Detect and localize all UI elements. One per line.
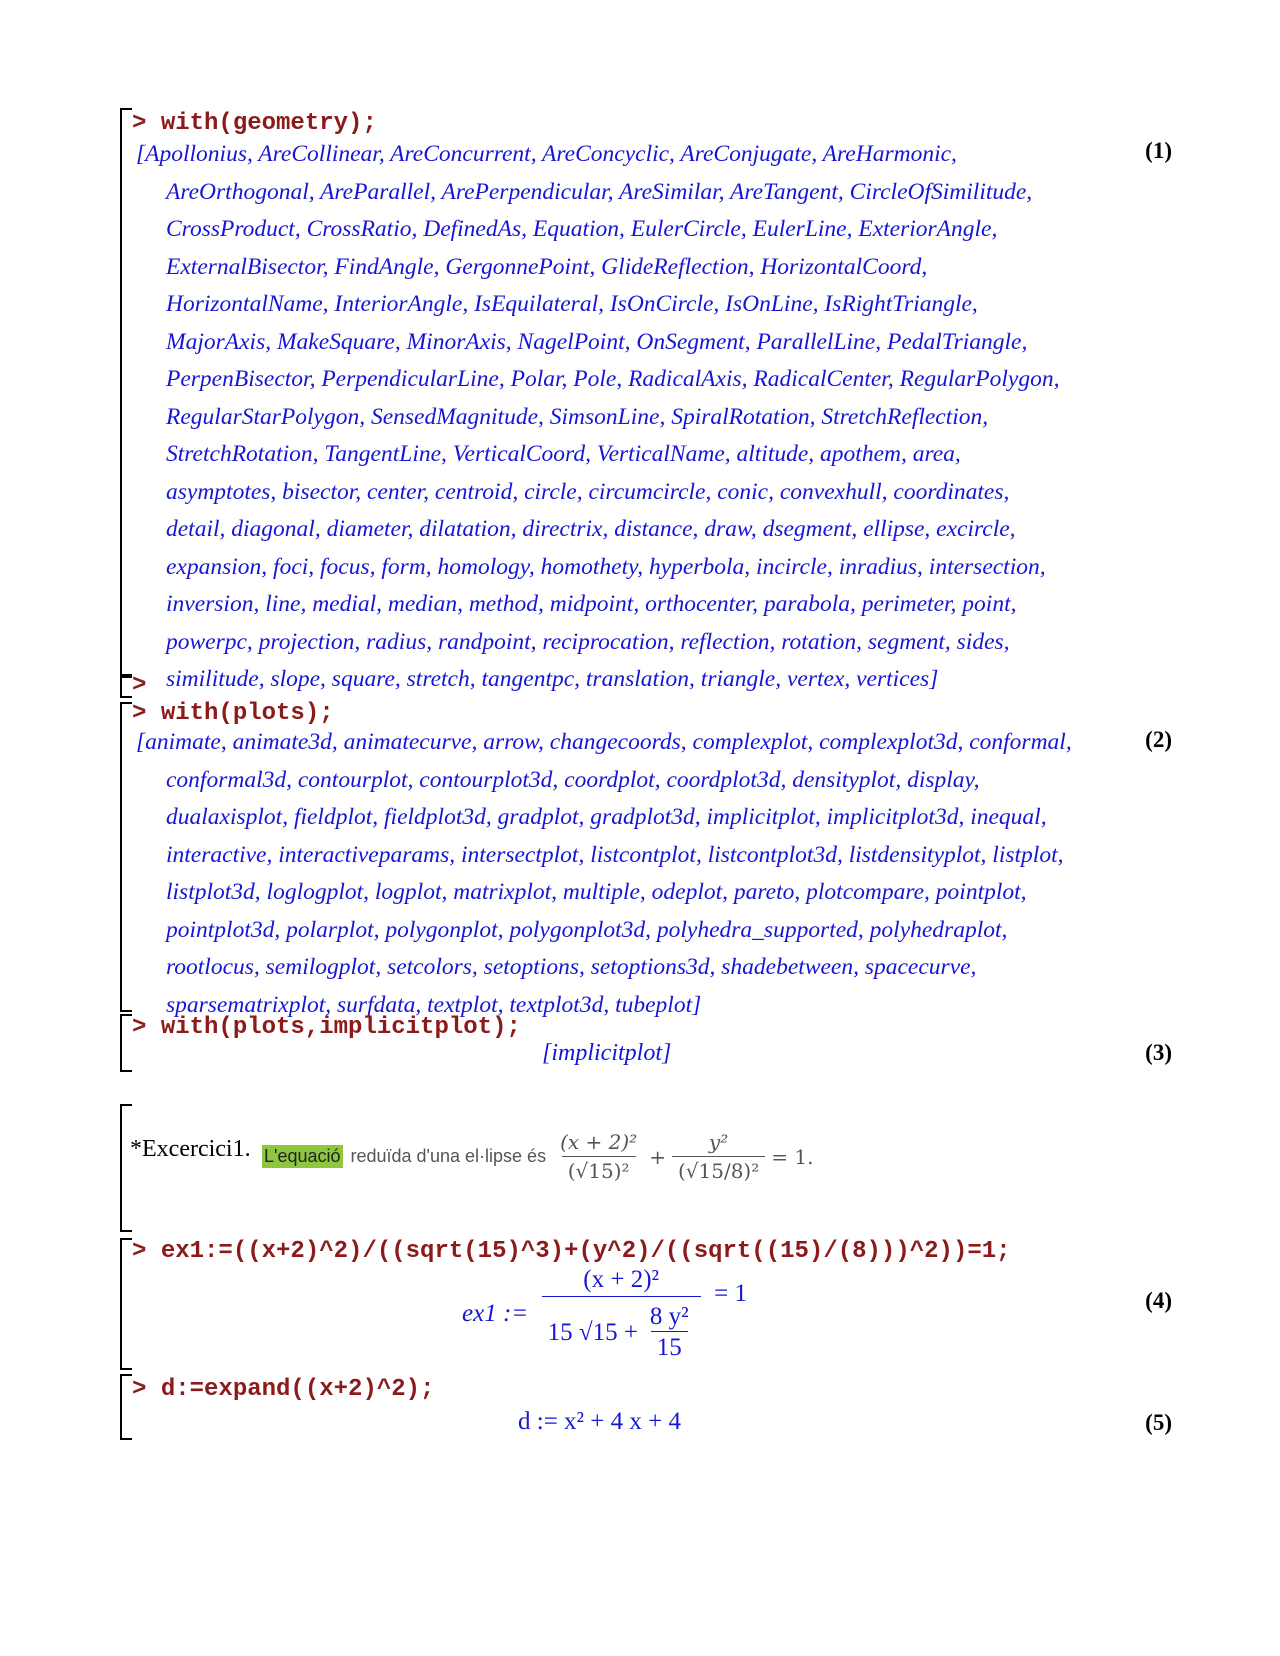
denominator-1: (√15)² — [562, 1156, 636, 1183]
output-expand: d := x² + 4 x + 4 — [518, 1408, 681, 1435]
output-line: [animate, animate3d, animatecurve, arrow, changecoords, complexplot, complexplot3d, conformal, — [136, 729, 1072, 755]
output-line: StretchRotation, TangentLine, VerticalCoord, VerticalName, altitude, apothem, area, — [166, 441, 961, 467]
output-line: detail, diagonal, diameter, dilatation, directrix, distance, draw, dsegment, ellipse, excircle, — [166, 516, 1016, 542]
output-line: conformal3d, contourplot, contourplot3d, coordplot, coordplot3d, densityplot, display, — [166, 766, 980, 793]
output-line: interactive, interactiveparams, intersectplot, listcontplot, listcontplot3d, listdensityplot, listplot, — [166, 841, 1064, 868]
execution-group-plots — [120, 700, 1072, 1018]
ex1-inner-fraction — [644, 1303, 695, 1362]
output-line: sparsematrixplot, surfdata, textplot, textplot3d, tubeplot] — [166, 991, 702, 1018]
prompt-symbol: > — [132, 700, 147, 727]
exercise-label: *Excercici1. — [130, 1136, 251, 1162]
command-input-implicitplot[interactable] — [132, 1014, 521, 1041]
ex1-rhs: = 1 — [714, 1280, 747, 1307]
equation-label-1: (1) — [1145, 138, 1172, 163]
fraction-2 — [672, 1130, 765, 1183]
command-text: with(geometry); — [160, 110, 377, 137]
fraction-1 — [554, 1130, 643, 1183]
output-line: inversion, line, medial, median, method, midpoint, orthocenter, parabola, perimeter, point, — [166, 591, 1017, 617]
command-input-geometry[interactable] — [132, 110, 377, 137]
command-text: d:=expand((x+2)^2); — [160, 1376, 435, 1403]
empty-prompt[interactable]: > — [132, 672, 147, 699]
numerator-2: y² — [708, 1130, 729, 1154]
output-line: PerpenBisector, PerpendicularLine, Polar, Pole, RadicalAxis, RadicalCenter, RegularPolygon, — [166, 366, 1060, 392]
execution-group-geometry — [120, 108, 1060, 692]
execution-group-implicitplot — [120, 1014, 521, 1072]
equation-label-4: (4) — [1145, 1288, 1172, 1313]
execution-group-expand — [120, 1374, 435, 1440]
plus-sign: + — [649, 1144, 666, 1169]
output-line: RegularStarPolygon, SensedMagnitude, SimsonLine, SpiralRotation, StretchReflection, — [166, 403, 989, 430]
output-line: asymptotes, bisector, center, centroid, circle, circumcircle, conic, convexhull, coordinates, — [166, 478, 1010, 505]
command-input-expand[interactable] — [132, 1376, 434, 1403]
output-line: expansion, foci, focus, form, homology, homothety, hyperbola, incircle, inradius, intersection, — [166, 553, 1046, 580]
equation-label-3: (3) — [1145, 1040, 1172, 1065]
output-line: CrossProduct, CrossRatio, DefinedAs, Equation, EulerCircle, EulerLine, ExteriorAngle, — [166, 216, 998, 242]
command-input-plots[interactable] — [132, 700, 334, 727]
output-plots — [136, 724, 1156, 1024]
output-implicitplot: [implicitplot] — [542, 1040, 672, 1066]
output-ex1 — [462, 1266, 747, 1362]
highlighted-word: L'equació — [264, 1146, 341, 1166]
statement-text: reduïda d'una el·lipse és — [350, 1146, 547, 1166]
command-input-ex1[interactable] — [132, 1238, 1011, 1265]
output-line: listplot3d, loglogplot, logplot, matrixplot, multiple, odeplot, pareto, plotcompare, pointplot, — [166, 879, 1027, 905]
exercise-statement — [262, 1130, 813, 1183]
command-text: ex1:=((x+2)^2)/((sqrt(15)^3)+(y^2)/((sqrt((15)/(8)))^2))=1; — [160, 1238, 1011, 1265]
command-text: with(plots); — [160, 700, 334, 727]
equation-label-2: (2) — [1145, 727, 1172, 752]
ellipse-equation — [554, 1130, 813, 1183]
prompt-symbol: > — [132, 1376, 147, 1403]
output-line: MajorAxis, MakeSquare, MinorAxis, NagelPoint, OnSegment, ParallelLine, PedalTriangle, — [166, 328, 1028, 355]
ex1-fraction — [536, 1266, 706, 1362]
prompt-symbol: > — [132, 110, 147, 137]
output-line: [Apollonius, AreCollinear, AreConcurrent, AreConcyclic, AreConjugate, AreHarmonic, — [136, 141, 957, 167]
output-line: similitude, slope, square, stretch, tangentpc, translation, triangle, vertex, vertices] — [166, 666, 939, 692]
output-geometry — [136, 136, 1156, 699]
equation-label-5: (5) — [1145, 1410, 1172, 1435]
denominator-2: (√15/8)² — [672, 1156, 765, 1183]
command-text: with(plots,implicitplot); — [160, 1014, 521, 1041]
output-line: rootlocus, semilogplot, setcolors, setoptions, setoptions3d, shadebetween, spacecurve, — [166, 954, 977, 980]
ex1-numerator: (x + 2)² — [583, 1266, 660, 1293]
output-line: pointplot3d, polarplot, polygonplot, polygonplot3d, polyhedra_supported, polyhedraplot, — [166, 916, 1008, 943]
ex1-inner-denominator: 15 — [651, 1331, 688, 1362]
output-line: ExternalBisector, FindAngle, GergonnePoint, GlideReflection, HorizontalCoord, — [166, 253, 928, 280]
equals-one: = 1. — [771, 1144, 814, 1169]
ex1-denominator — [542, 1296, 701, 1362]
ex1-den-left: 15 √15 + — [547, 1318, 638, 1346]
numerator-1: (x + 2)² — [560, 1130, 638, 1154]
output-line: dualaxisplot, fieldplot, fieldplot3d, gradplot, gradplot3d, implicitplot, implicitplot3d, inequal, — [166, 804, 1047, 830]
text-group-exercise — [120, 1104, 122, 1232]
ex1-lhs: ex1 := — [462, 1300, 529, 1327]
output-line: HorizontalName, InteriorAngle, IsEquilateral, IsOnCircle, IsOnLine, IsRightTriangle, — [166, 291, 978, 317]
prompt-symbol: > — [132, 1238, 147, 1265]
output-line: powerpc, projection, radius, randpoint, reciprocation, reflection, rotation, segment, sides, — [166, 628, 1010, 655]
ex1-inner-numerator: 8 y² — [649, 1303, 689, 1330]
prompt-symbol: > — [132, 1014, 147, 1041]
execution-group-empty — [120, 672, 147, 699]
output-line: AreOrthogonal, AreParallel, ArePerpendicular, AreSimilar, AreTangent, CircleOfSimilitude, — [166, 178, 1033, 205]
